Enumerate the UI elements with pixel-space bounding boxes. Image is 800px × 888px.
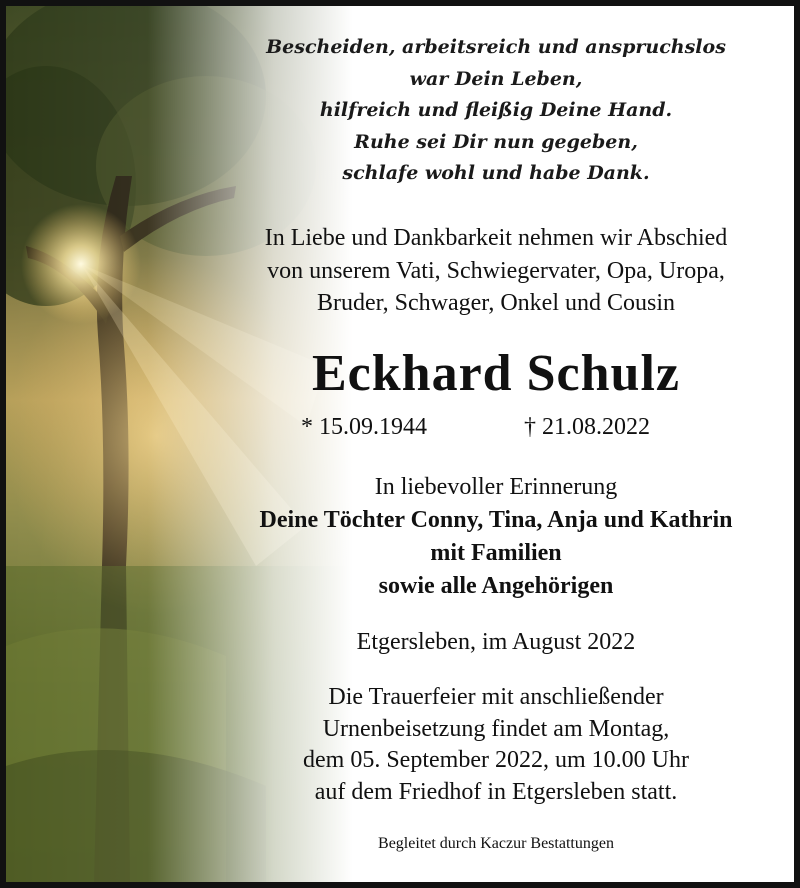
life-dates — [206, 414, 786, 448]
poem-line: Bescheiden, arbeitsreich und anspruchslos — [266, 36, 726, 58]
notice-text — [206, 6, 786, 882]
funeral-service-info — [206, 682, 786, 808]
farewell-intro — [206, 222, 786, 320]
service-line: Die Trauerfeier mit anschließender — [328, 684, 664, 710]
death-date: † 21.08.2022 — [524, 414, 650, 440]
poem — [206, 32, 786, 190]
service-line: dem 05. September 2022, um 10.00 Uhr — [303, 747, 689, 773]
mourners-line: mit Familien — [430, 540, 562, 566]
service-line: auf dem Friedhof in Etgersleben statt. — [314, 778, 678, 805]
poem-line: hilfreich und fleißig Deine Hand. — [319, 99, 673, 121]
mourners-block — [206, 471, 786, 603]
undertaker-credit: Begleitet durch Kaczur Bestattungen — [378, 835, 614, 852]
poem-line: schlafe wohl und habe Dank. — [342, 162, 650, 184]
place-date: Etgersleben, im August 2022 — [356, 629, 636, 655]
intro-line: von unserem Vati, Schwiegervater, Opa, Uropa, — [267, 257, 725, 284]
mourners-line: Deine Töchter Conny, Tina, Anja und Kathrin — [259, 507, 733, 533]
poem-line: war Dein Leben, — [409, 67, 583, 90]
birth-date: * 15.09.1944 — [301, 414, 427, 440]
memory-intro: In liebevoller Erinnerung — [374, 474, 618, 500]
service-line: Urnenbeisetzung findet am Montag, — [322, 715, 670, 742]
intro-line: Bruder, Schwager, Onkel und Cousin — [316, 290, 676, 316]
intro-line: In Liebe und Dankbarkeit nehmen wir Abschied — [264, 225, 728, 251]
poem-line: Ruhe sei Dir nun gegeben, — [354, 130, 638, 153]
mourners-line: sowie alle Angehörigen — [378, 573, 614, 599]
deceased-name: Eckhard Schulz — [312, 345, 680, 402]
